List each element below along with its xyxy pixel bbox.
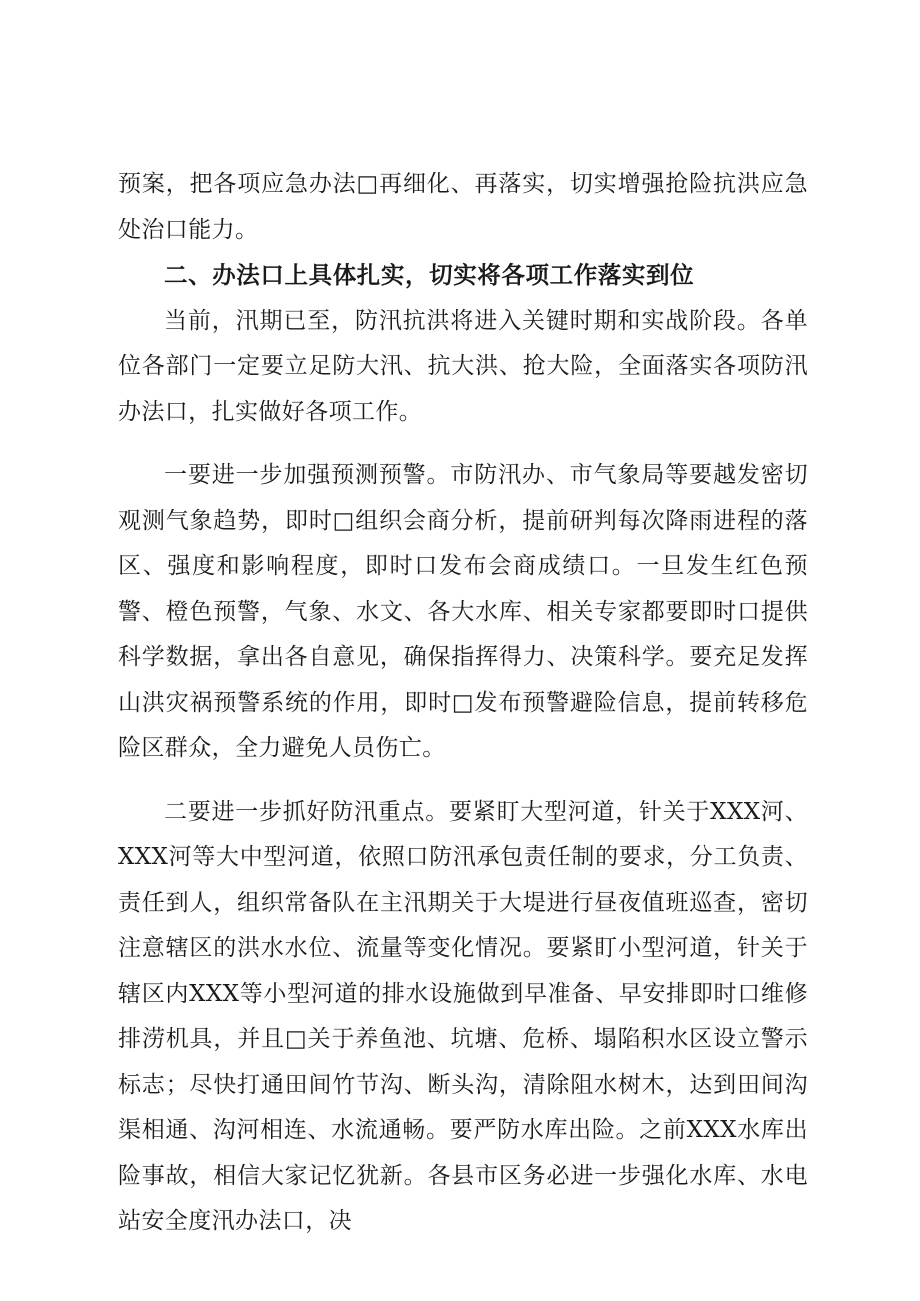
paragraph-current-situation: 当前，汛期已至，防汛抗洪将进入关键时期和实战阶段。各单位各部门一定要立足防大汛、抗大洪、抢大险，全面落实各项防汛办法口，扎实做好各项工作。 [118,307,808,425]
document-body [118,162,808,1245]
paragraph-flood-priorities: 二要进一步抓好防汛重点。要紧盯大型河道，针关于XXX河、XXX河等大中型河道，依照口防汛承包责任制的要求，分工负责、责任到人，组织常备队在主汛期关于大堤进行昼夜值班巡查，密切注意辖区的洪水水位、流量等变化情况。要紧盯小型河道，针关于辖区内XXX等小型河道的排水设施做到早准备、早安排即时口维修排涝机具，并且□关于养鱼池、坑塘、危桥、塌陷积水区设立警示标志；尽快打通田间竹节沟、断头沟，清除阻水树木，达到田间沟渠相通、沟河相连、水流通畅。要严防水库出险。之前XXX水库出险事故，相信大家记忆犹新。各县市区务必进一步强化水库、水电站安全度汛办法口，决 [118,798,808,1234]
section-heading: 二、办法口上具体扎实，切实将各项工作落实到位 [164,261,695,289]
paragraph-forecast-warning: 一要进一步加强预测预警。市防汛办、市气象局等要越发密切观测气象趋势，即时□组织会商分析，提前研判每次降雨进程的落区、强度和影响程度，即时口发布会商成绩口。一旦发生红色预警、橙色预警，气象、水文、各大水库、相关专家都要即时口提供科学数据，拿出各自意见，确保指挥得力、决策科学。要充足发挥山洪灾祸预警系统的作用，即时□发布预警避险信息，提前转移危险区群众，全力避免人员伤亡。 [118,462,808,761]
paragraph-continuation: 预案，把各项应急办法□再细化、再落实，切实增强抢险抗洪应急处治口能力。 [118,171,808,243]
